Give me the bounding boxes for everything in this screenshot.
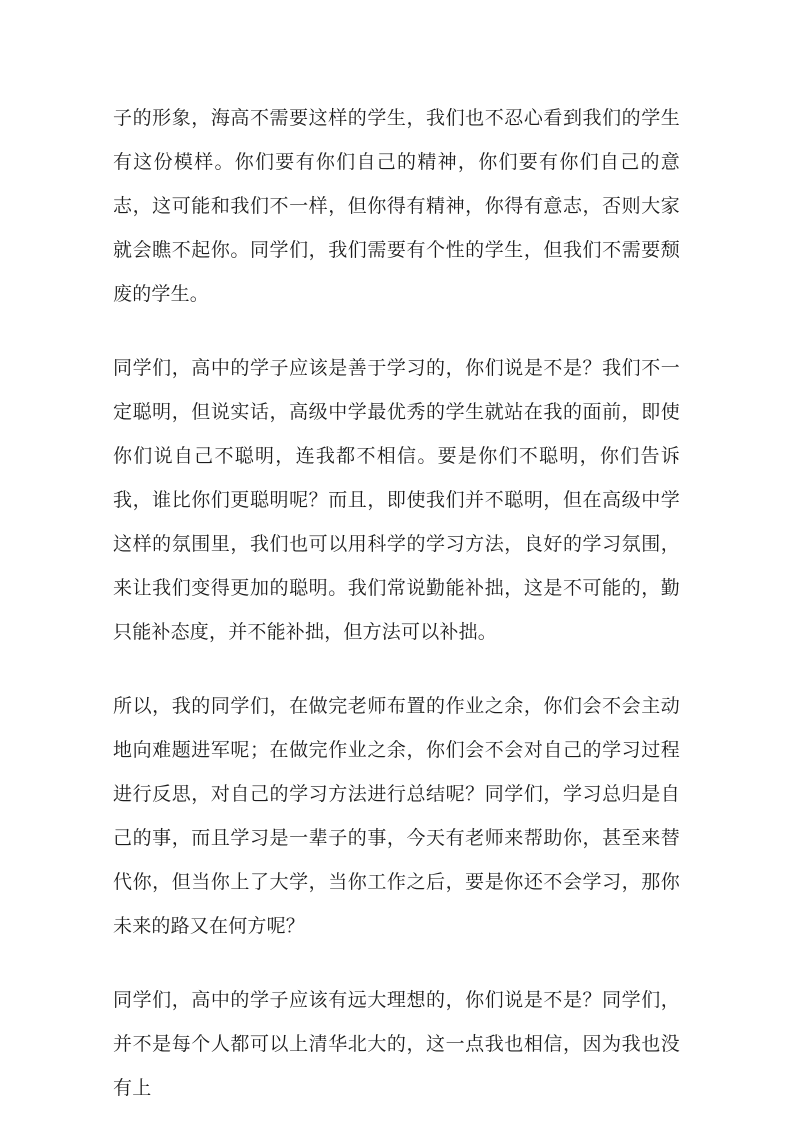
document-body	[113, 97, 680, 1111]
paragraph: 同学们，高中的学子应该有远大理想的，你们说是不是？同学们，并不是每个人都可以上清华北大的，这一点我也相信，因为我也没有上	[113, 990, 680, 1099]
paragraph: 子的形象，海高不需要这样的学生，我们也不忍心看到我们的学生有这份模样。你们要有你们自己的精神，你们要有你们自己的意志，这可能和我们不一样，但你得有精神，你得有意志，否则大家就会瞧不起你。同学们，我们需要有个性的学生，但我们不需要颓废的学生。	[113, 108, 680, 305]
paragraph: 同学们，高中的学子应该是善于学习的，你们说是不是？我们不一定聪明，但说实话，高级中学最优秀的学生就站在我的面前，即使你们说自己不聪明，连我都不相信。要是你们不聪明，你们告诉我，谁比你们更聪明呢？而且，即使我们并不聪明，但在高级中学这样的氛围里，我们也可以用科学的学习方法，良好的学习氛围，来让我们变得更加的聪明。我们常说勤能补拙，这是不可能的，勤只能补态度，并不能补拙，但方法可以补拙。	[113, 358, 680, 643]
paragraph: 所以，我的同学们，在做完老师布置的作业之余，你们会不会主动地向难题进军呢；在做完作业之余，你们会不会对自己的学习过程进行反思，对自己的学习方法进行总结呢？同学们，学习总归是自己的事，而且学习是一辈子的事，今天有老师来帮助你，甚至来替代你，但当你上了大学，当你工作之后，要是你还不会学习，那你未来的路又在何方呢？	[113, 696, 680, 937]
